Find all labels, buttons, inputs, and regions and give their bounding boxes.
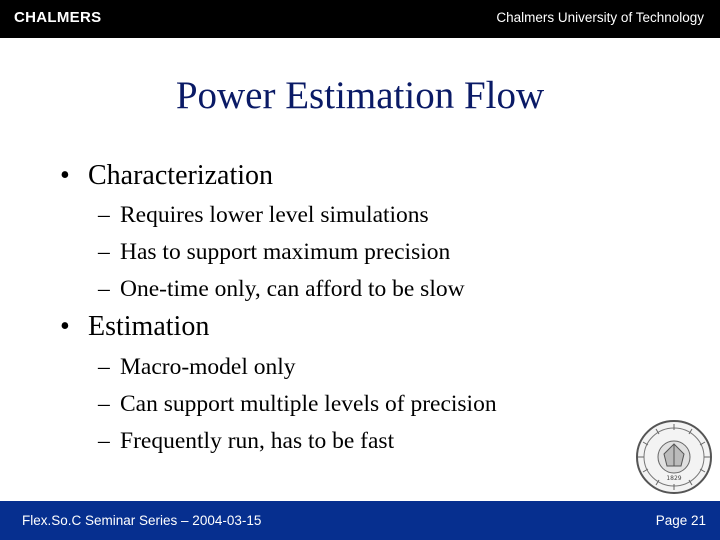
dash-icon: – [98,391,110,417]
slide-title: Power Estimation Flow [175,74,545,117]
svg-text:1829: 1829 [666,475,682,482]
dash-icon: – [98,202,110,228]
sub-bullet-text: Macro-model only [120,354,296,380]
footer-series: Flex.So.C Seminar Series – 2004-03-15 [22,513,262,528]
sub-bullet [98,239,450,266]
university-seal-icon [632,418,718,496]
sub-bullet [98,202,429,229]
bullet-characterization [60,160,273,192]
bullet-icon: • [60,311,70,342]
dash-icon: – [98,354,110,380]
sub-bullet [98,354,296,381]
dash-icon: – [98,276,110,302]
bullet-estimation [60,311,209,343]
sub-bullet [98,391,497,418]
sub-bullet [98,428,394,455]
sub-bullet-text: Has to support maximum precision [120,239,451,265]
chalmers-logo: CHALMERS [14,9,102,26]
header-bar [0,0,720,38]
sub-bullet-text: Can support multiple levels of precision [120,391,497,417]
page-number: Page 21 [655,513,706,528]
sub-bullet-text: Requires lower level simulations [120,202,429,228]
sub-bullet-text: Frequently run, has to be fast [120,428,395,454]
sub-bullet-text: One-time only, can afford to be slow [120,276,465,302]
dash-icon: – [98,428,110,454]
bullet-label: Estimation [88,311,210,342]
institution-name: Chalmers University of Technology [496,10,704,25]
bullet-label: Characterization [88,160,274,191]
footer-bar [0,501,720,540]
bullet-icon: • [60,160,70,191]
dash-icon: – [98,239,110,265]
sub-bullet [98,276,465,303]
